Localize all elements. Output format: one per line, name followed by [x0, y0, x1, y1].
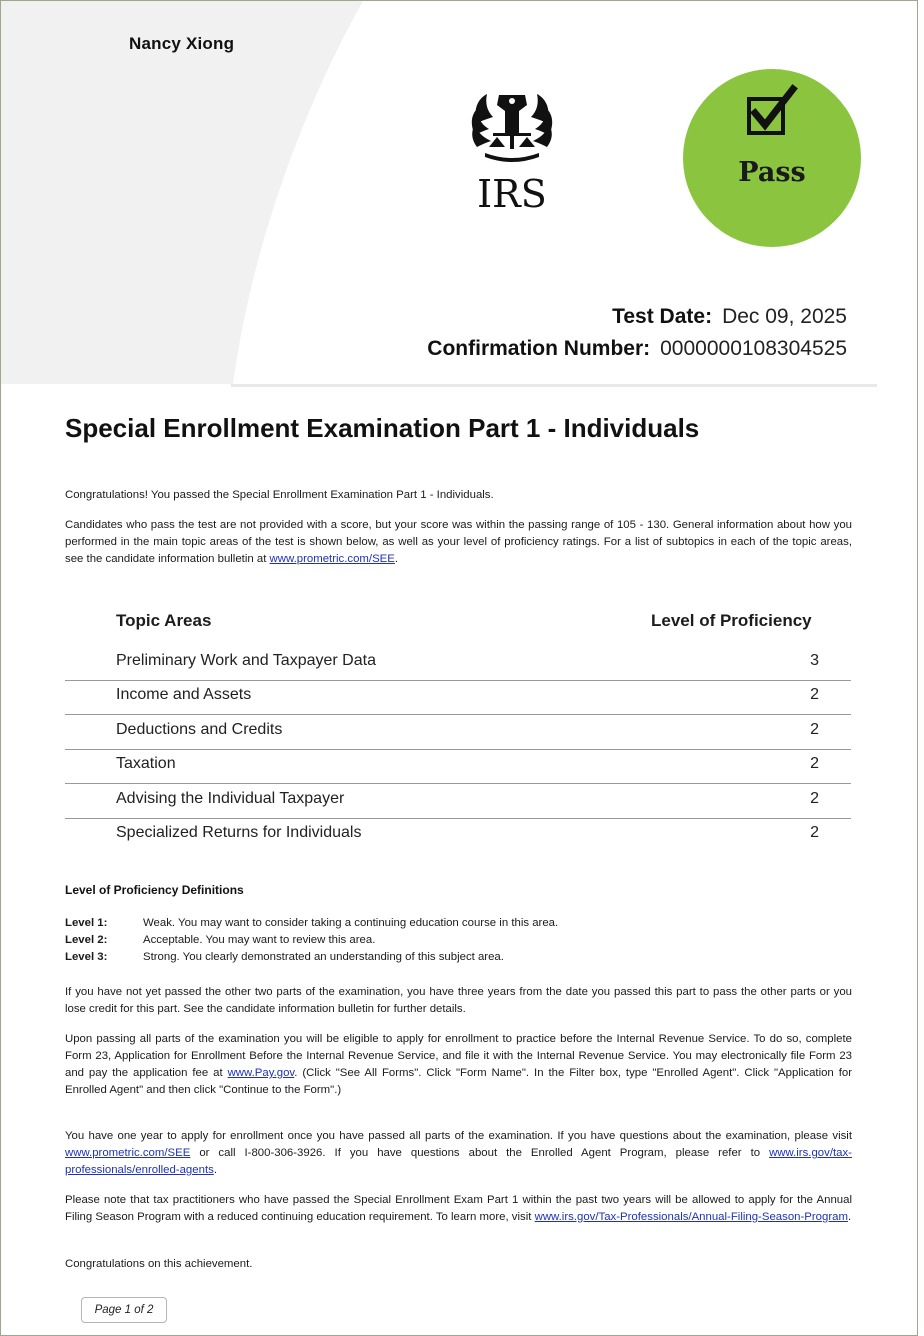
checkbox-check-icon [743, 83, 803, 143]
proficiency-level: 2 [810, 755, 819, 772]
confirmation-label: Confirmation Number: [427, 337, 651, 360]
topic-name: Taxation [116, 755, 176, 772]
congrats-text: Congratulations! You passed the Special Enrollment Examination Part 1 - Individuals. [65, 489, 494, 501]
pass-label: Pass [738, 157, 806, 188]
afsp-paragraph [65, 1192, 852, 1226]
enrollment-text: You have one year to apply for enrollment once you have passed all parts of the examination. If you have questions about the examination, please visit [65, 1130, 852, 1142]
definition-text: Weak. You may want to consider taking a continuing education course in this area. [143, 917, 559, 929]
proficiency-level: 2 [810, 686, 819, 703]
afsp-link[interactable]: www.irs.gov/Tax-Professionals/Annual-Filing-Season-Program [534, 1211, 848, 1223]
definition-text: Acceptable. You may want to review this area. [143, 934, 376, 946]
table-row [65, 818, 851, 852]
afsp-end: . [847, 1211, 852, 1223]
definition-key: Level 1: [65, 917, 108, 929]
enrollment-end: . [213, 1164, 217, 1176]
table-row [65, 715, 851, 750]
confirmation-row [427, 337, 847, 361]
proficiency-level: 2 [810, 790, 819, 807]
form-23-paragraph [65, 1031, 852, 1099]
page-indicator: Page 1 of 2 [81, 1297, 167, 1323]
prometric-link[interactable]: www.prometric.com/SEE [269, 553, 395, 565]
topic-name: Income and Assets [116, 686, 252, 703]
three-year-paragraph: If you have not yet passed the other two parts of the examination, you have three years from the date you passed this part to pass the other parts or you lose credit for this part. See the candidate information bulletin for further details. [65, 986, 852, 1015]
candidate-name: Nancy Xiong [129, 34, 235, 53]
test-date-row [612, 305, 847, 329]
form-23-instructions: . (Click "See All Forms". Click "Form Name". In the Filter box, type "Enrolled Agent". Click "Application for Enrolled Agent" and then click "Continue to the Form".) [65, 1067, 852, 1096]
definition-key: Level 2: [65, 934, 108, 946]
test-date-value: Dec 09, 2025 [722, 305, 847, 328]
definition-key: Level 3: [65, 951, 108, 963]
topic-name: Advising the Individual Taxpayer [116, 790, 345, 807]
definition-text: Strong. You clearly demonstrated an understanding of this subject area. [143, 951, 504, 963]
proficiency-level: 3 [810, 652, 819, 669]
table-row [65, 646, 851, 681]
irs-logo-text: IRS [477, 172, 547, 211]
enrollment-paragraph [65, 1128, 852, 1179]
scoring-text: Candidates who pass the test are not provided with a score, but your score was within the passing range of 105 - 130. General information about how you performed in the main topic areas of the test is shown below, as well as your level of proficiency ratings. For a list of subtopics in each of the topic areas, see the candidate information bulletin at [65, 519, 852, 565]
enrollment-text-contact: or call I-800-306-3926. If you have questions about the Enrolled Agent Program, please refer to [199, 1147, 761, 1159]
definition-item [65, 917, 558, 929]
table-row [65, 680, 851, 715]
scoring-paragraph [65, 517, 852, 568]
proficiency-level: 2 [810, 824, 819, 841]
scoring-end: . [394, 553, 399, 565]
test-date-label: Test Date: [612, 305, 713, 328]
topic-name: Specialized Returns for Individuals [116, 824, 362, 841]
definition-item [65, 934, 375, 946]
topic-areas-header: Topic Areas [116, 611, 212, 630]
prometric-link[interactable]: www.prometric.com/SEE [65, 1147, 191, 1159]
table-row [65, 784, 851, 819]
proficiency-header: Level of Proficiency [651, 611, 812, 630]
irs-logo [467, 89, 557, 211]
enrolled-agents-link[interactable]: www.irs.gov/tax-professionals/enrolled-agents [65, 1147, 852, 1176]
form-23-text: Upon passing all parts of the examination you will be eligible to apply for enrollment to practice before the Internal Revenue Service. To do so, complete Form 23, Application for Enrollment Before the Internal Revenue Service, and file it with the Internal Revenue Service. You may electronically file Form 23 and pay the application fee at [65, 1033, 852, 1079]
pay-gov-link[interactable]: www.Pay.gov [227, 1067, 295, 1079]
pass-badge [683, 69, 861, 247]
topic-name: Deductions and Credits [116, 721, 283, 738]
irs-eagle-icon [467, 89, 557, 211]
definition-item [65, 951, 504, 963]
proficiency-level: 2 [810, 721, 819, 738]
exam-title: Special Enrollment Examination Part 1 - Individuals [65, 413, 700, 443]
table-row [65, 749, 851, 784]
afsp-text: Please note that tax practitioners who have passed the Special Enrollment Exam Part 1 within the past two years will be allowed to apply for the Annual Filing Season Program with a reduced continuing education requirement. To learn more, visit [65, 1194, 852, 1223]
header-divider [231, 384, 877, 387]
closing-text: Congratulations on this achievement. [65, 1258, 253, 1270]
definitions-title: Level of Proficiency Definitions [65, 883, 244, 897]
confirmation-number: 0000000108304525 [660, 337, 847, 360]
topic-name: Preliminary Work and Taxpayer Data [116, 652, 376, 669]
